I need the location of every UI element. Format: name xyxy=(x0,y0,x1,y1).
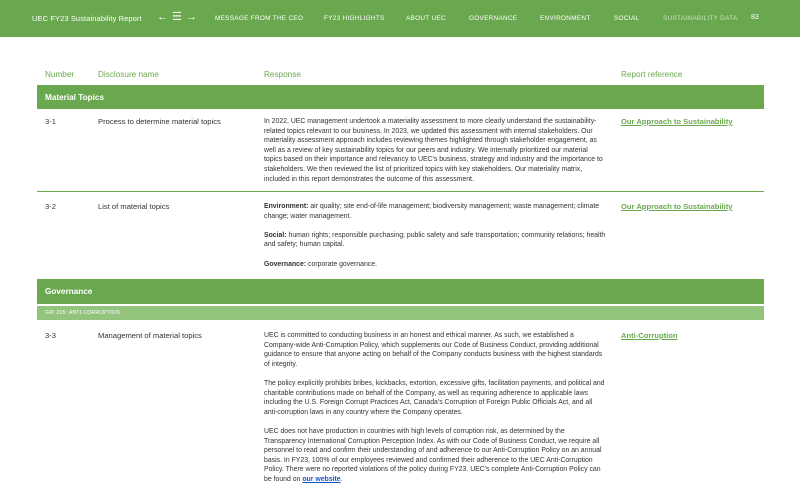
nav-sustainability-data[interactable]: SUSTAINABILITY DATA xyxy=(663,15,738,22)
header-number: Number xyxy=(45,70,75,79)
row-3-2-social xyxy=(264,231,607,250)
row-3-2-number: 3-2 xyxy=(45,202,56,211)
back-arrow-icon[interactable]: ← xyxy=(157,11,168,23)
section-menu xyxy=(215,15,753,22)
row-3-3-paragraph-3-text: UEC does not have production in countries with high levels of corruption risk, as determined by the Transparency International Corruption Perception Index. As with our Code of Business Conduct, we require all personnel to read and confirm their understanding of and adherence to our Anti-Corruption Policy on an annual basis. In FY23, 100% of our employees reviewed and confirmed their adherence to the UEC Anti-Corruption Policy. There were no reported violations of the policy during FY23. UEC's complete Anti-Corruption Policy can be found on xyxy=(264,427,602,483)
header-report-reference: Report reference xyxy=(621,70,683,79)
row-3-1-response-text: In 2022, UEC management undertook a materiality assessment to more clearly understand the sustainability-related topics relevant to our business. In 2023, we updated this assessment with internal stakeholders. Our materiality assessment approach includes reviewing themes highlighted through stakeholder engagement, as well as a review of key sustainability topics for our peers and industry. We internally prioritized our material topics based on their importance and relevancy to UEC's business, strategy and industry and the importance to stakeholders. We then reviewed the list of prioritized topics with key stakeholders. Our materiality matrix, included in this report demonstrates the outcome of this assessment. xyxy=(264,118,603,183)
nav-fy23-highlights[interactable]: FY23 HIGHLIGHTS xyxy=(324,15,385,22)
nav-governance[interactable]: GOVERNANCE xyxy=(469,15,518,22)
row-3-1-response xyxy=(264,117,607,194)
section-band-material-topics xyxy=(37,85,764,109)
row-3-2-name: List of material topics xyxy=(98,202,170,211)
row-3-3-response xyxy=(264,331,607,486)
page-nav-controls xyxy=(157,11,197,23)
row-3-1-number: 3-1 xyxy=(45,117,56,126)
row-3-2-reference-link[interactable]: Our Approach to Sustainability xyxy=(621,202,733,211)
our-website-link[interactable]: our website xyxy=(302,475,341,483)
nav-about-uec[interactable]: ABOUT UEC xyxy=(406,15,446,22)
row-3-2-governance xyxy=(264,260,607,270)
page-number: 83 xyxy=(751,14,759,21)
row-3-3-paragraph-2: The policy explicitly prohibits bribes, kickbacks, extortion, excessive gifts, facilitation payments, and political and charitable contributions made on behalf of the Company, as well as requiring adherence to applicable laws including the U.S. Foreign Corrupt Practices Act, Canada's Corruption of Foreign Public Officials Act, and all anti-corruption laws in any country where the Company operates. xyxy=(264,379,605,416)
row-3-3-number: 3-3 xyxy=(45,331,56,340)
header-response: Response xyxy=(264,70,301,79)
row-3-2-response xyxy=(264,202,607,279)
report-title: UEC FY23 Sustainability Report xyxy=(32,14,142,23)
section-title-material-topics: Material Topics xyxy=(45,93,104,102)
section-band-governance xyxy=(37,279,764,304)
header-disclosure-name: Disclosure name xyxy=(98,70,159,79)
governance-label: Governance: xyxy=(264,260,307,268)
nav-environment[interactable]: ENVIRONMENT xyxy=(540,15,591,22)
nav-message-from-ceo[interactable]: MESSAGE FROM THE CEO xyxy=(215,15,304,22)
row-3-2-environment xyxy=(264,202,607,221)
social-label: Social: xyxy=(264,231,287,239)
top-navigation-bar xyxy=(0,0,800,37)
row-3-3-name: Management of material topics xyxy=(98,331,202,340)
row-3-1-name: Process to determine material topics xyxy=(98,117,221,126)
section-title-governance: Governance xyxy=(45,287,93,296)
row-divider xyxy=(37,191,764,192)
row-3-1-reference-link[interactable]: Our Approach to Sustainability xyxy=(621,117,733,126)
row-3-3-paragraph-1: UEC is committed to conducting business in an honest and ethical manner. As such, we established a Company-wide Anti-Corruption Policy, which supplements our Code of Business Conduct, providing additional guidance to ensure that anyone acting on behalf of the Company conducts business with the highest standards of integrity. xyxy=(264,332,603,368)
environment-label: Environment: xyxy=(264,203,309,210)
menu-icon[interactable]: ☰ xyxy=(172,11,182,23)
row-3-3-paragraph-3 xyxy=(264,427,607,485)
governance-topics: corporate governance. xyxy=(306,260,377,268)
social-topics: human rights; responsible purchasing; public safety and safe transportation; community relations; health and safety; human capital. xyxy=(264,231,606,249)
subsection-band-anti-corruption xyxy=(37,306,764,320)
environment-topics: air quality; site end-of-life management; biodiversity management; waste management; climate change; water management. xyxy=(264,203,600,220)
subsection-title-anti-corruption: GRI 205: ANTI-CORRUPTION xyxy=(45,310,120,316)
row-3-3-reference-link[interactable]: Anti-Corruption xyxy=(621,331,678,340)
row-3-3-paragraph-3-end: . xyxy=(340,475,343,483)
forward-arrow-icon[interactable]: → xyxy=(185,11,197,23)
nav-social[interactable]: SOCIAL xyxy=(614,15,640,22)
